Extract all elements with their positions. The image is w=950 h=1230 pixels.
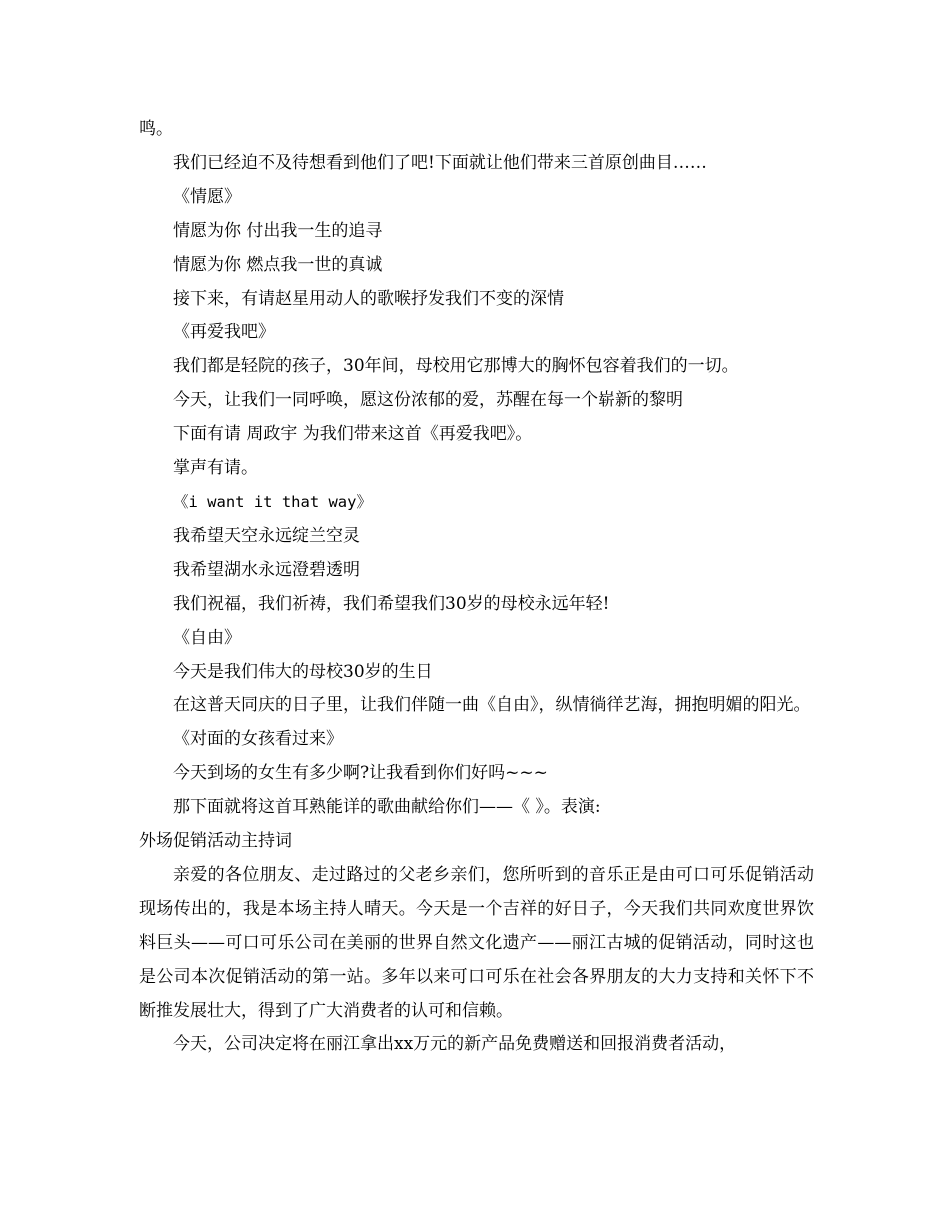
lyric-line: 我希望天空永远绽兰空灵 — [173, 525, 360, 546]
paragraph: 今天，公司决定将在丽江拿出xx万元的新产品免费赠送和回报消费者活动， — [173, 1034, 737, 1055]
paragraph: 今天到场的女生有多少啊?让我看到你们好吗~~~ — [173, 763, 548, 784]
song-title: 《情愿》 — [173, 186, 241, 207]
paragraph: 我们祝福，我们祈祷，我们希望我们30岁的母校永远年轻! — [173, 593, 610, 614]
section-heading: 外场促销活动主持词 — [139, 831, 292, 852]
paragraph: 接下来，有请赵星用动人的歌喉抒发我们不变的深情 — [173, 288, 564, 309]
paragraph: 在这普天同庆的日子里，让我们伴随一曲《自由》，纵情徜徉艺海，拥抱明媚的阳光。 — [173, 695, 811, 716]
document-body — [139, 113, 814, 1062]
paragraph: 亲爱的各位朋友、走过路过的父老乡亲们，您所听到的音乐正是由可口可乐促销活动现场传出的，我是本场主持人晴天。今天是一个吉祥的好日子，今天我们共同欢度世界饮料巨头——可口可乐公司在美丽的世界自然文化遗产——丽江古城的促销活动，同时这也是公司本次促销活动的第一站。多年以来可口可乐在社会各界朋友的大力支持和关怀下不断推发展壮大，得到了广大消费者的认可和信赖。 — [139, 864, 814, 1021]
paragraph: 掌声有请。 — [173, 458, 258, 479]
paragraph: 今天，让我们一同呼唤，愿这份浓郁的爱，苏醒在每一个崭新的黎明 — [173, 390, 683, 411]
paragraph: 我们已经迫不及待想看到他们了吧!下面就让他们带来三首原创曲目…… — [173, 152, 707, 173]
paragraph: 今天是我们伟大的母校30岁的生日 — [173, 661, 433, 682]
song-title: 《i want it that way》 — [173, 492, 372, 511]
paragraph: 下面有请 周政宇 为我们带来这首《再爱我吧》。 — [173, 424, 533, 445]
lyric-line: 情愿为你 燃点我一世的真诚 — [173, 254, 383, 275]
song-title: 《再爱我吧》 — [173, 322, 275, 343]
song-title: 《对面的女孩看过来》 — [173, 729, 343, 750]
paragraph: 鸣。 — [139, 119, 173, 139]
paragraph: 那下面就将这首耳熟能详的歌曲献给你们——《 》。表演: — [173, 797, 601, 818]
lyric-line: 情愿为你 付出我一生的追寻 — [173, 220, 383, 241]
paragraph: 我们都是轻院的孩子，30年间，母校用它那博大的胸怀包容着我们的一切。 — [173, 356, 739, 377]
lyric-line: 我希望湖水永远澄碧透明 — [173, 559, 360, 580]
song-title: 《自由》 — [173, 627, 241, 648]
